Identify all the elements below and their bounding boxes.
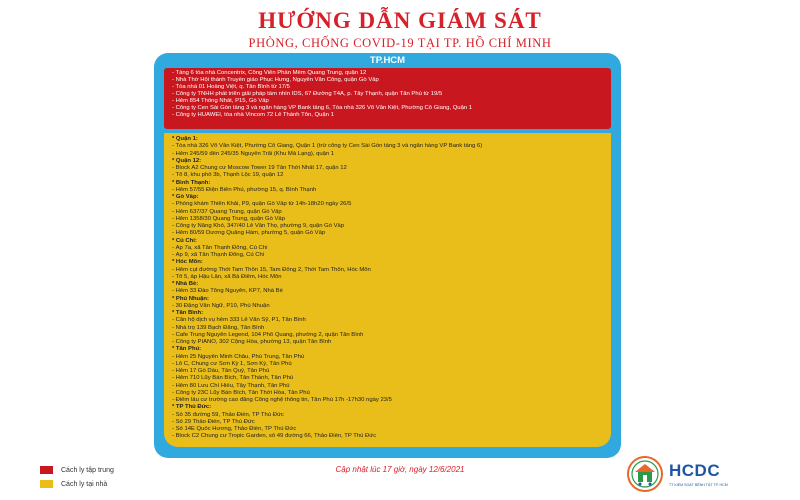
location-item: - Hẻm 80 Lưu Chí Hiếu, Tây Thạnh, Tân Phú bbox=[172, 382, 290, 389]
legend-swatch-yellow bbox=[40, 480, 53, 488]
district-heading: * Hóc Môn: bbox=[172, 259, 203, 266]
location-item: - Công ty PIANO, 302 Cộng Hòa, phường 13, quận Tân Bình bbox=[172, 339, 332, 345]
location-item: - Công ty HUAWEI, tòa nhà Vincom 72 Lê Thánh Tôn, Quận 1 bbox=[172, 112, 334, 119]
location-item: - Cafe Trung Nguyên Legend, 104 Phổ Quang, phường 2, quận Tân Bình bbox=[172, 331, 364, 338]
location-item: - Số 29 Thảo Điền, TP Thủ Đức bbox=[172, 418, 255, 425]
district-heading: * Tân Bình: bbox=[172, 310, 204, 316]
location-item: - Hẻm 710 Lũy Bán Bích, Tân Thành, Tân Phú bbox=[172, 375, 294, 382]
location-item: - Hẻm 637/37 Quang Trung, quận Gò Vấp bbox=[172, 208, 282, 215]
logo-name: HCDC bbox=[669, 461, 721, 480]
location-item: - Điểm lấu cư trường cao đẳng Công nghệ thông tin, Tân Phú 17h -17h30 ngày 23/5 bbox=[172, 397, 392, 403]
location-panel bbox=[154, 53, 621, 458]
panel-title: TP.HCM bbox=[369, 55, 406, 66]
location-item: - Block A2 Chung cư Moscow Tower 19 Tân Thới Nhất 17, quận 12 bbox=[172, 165, 347, 171]
location-item: - Tổ 5, ấp Hậu Lân, xã Bà Điểm, Hóc Môn bbox=[172, 273, 282, 280]
district-heading: * Củ Chi: bbox=[172, 237, 197, 244]
location-item: - Ấp 7a, xã Tân Thạnh Đông, Củ Chi bbox=[172, 244, 268, 251]
location-item: - Số 14E Quốc Hương, Thảo Điền, TP Thủ Đức bbox=[172, 426, 297, 432]
location-item: - Hẻm 17 Gò Dầu, Tân Quý, Tân Phú bbox=[172, 368, 270, 374]
location-item: - Công ty Cen Sài Gòn tầng 3 và ngân hàng VP Bank tầng 6, Tòa nhà 326 Võ Văn Kiệt, Phường Cô Giang, Quận 1 bbox=[172, 105, 473, 112]
hcdc-emblem-icon bbox=[627, 456, 663, 492]
location-item: - Hẻm 854 Thống Nhất, P15, Gò Vấp bbox=[172, 98, 269, 105]
district-heading: * Quận 12: bbox=[172, 157, 202, 164]
legend-label: Cách ly tập trung bbox=[61, 466, 114, 474]
hcdc-logo bbox=[627, 456, 757, 494]
legend-label: Cách ly tại nhà bbox=[61, 480, 108, 488]
district-heading: * Nhà Bè: bbox=[172, 281, 199, 287]
district-heading: * Phú Nhuận: bbox=[172, 295, 209, 302]
location-item: - Hẻm 1358/30 Quang Trung, quận Gò Vấp bbox=[172, 215, 285, 222]
district-heading: * Quận 1: bbox=[172, 136, 198, 142]
location-item: - Nhà Thờ Hội thánh Truyền giáo Phục Hưng, Nguyễn Văn Công, quận Gò Vấp bbox=[172, 77, 379, 84]
location-item: - Hẻm 245/59 đến 245/35 Nguyễn Trãi (Khu Mả Lạng), quận 1 bbox=[172, 150, 335, 157]
updated-timestamp: Cập nhật lúc 17 giờ, ngày 12/6/2021 bbox=[335, 465, 465, 474]
district-heading: * Gò Vấp: bbox=[172, 194, 199, 200]
location-item: - Hẻm 80/59 Dương Quảng Hàm, phường 5, quận Gò Vấp bbox=[172, 230, 326, 237]
location-item: - Hẻm 25 Nguyễn Minh Châu, Phú Trung, Tân Phú bbox=[172, 353, 305, 360]
location-item: - Ấp 9, xã Tân Thạnh Đông, Củ Chi bbox=[172, 252, 265, 258]
location-item: - Công ty TNHH phát triển giải pháp tầm nhìn IDS, 67 Đường T4A, p. Tây Thạnh, quận Tân Phú từ 19/5 bbox=[172, 91, 443, 98]
legend-item-home bbox=[40, 480, 107, 488]
location-item: - Tổ 8, khu phố 3b, Thạnh Lộc 19, quận 12 bbox=[172, 172, 284, 179]
location-item: - 30 Đặng Văn Ngữ, P10, Phú Nhuận bbox=[172, 302, 270, 309]
page-subtitle: PHÒNG, CHỐNG COVID-19 TẠI TP. HỒ CHÍ MINH bbox=[248, 36, 552, 50]
location-item: - Căn hộ dịch vụ hẻm 333 Lê Văn Sỹ, P1, Tân Bình bbox=[172, 317, 306, 324]
logo-subtitle: TT KIỂM SOÁT BỆNH TẬT TP. HCM bbox=[669, 483, 728, 487]
location-item: - Số 35 đường 59, Thảo Điền, TP Thủ Đức bbox=[172, 411, 284, 418]
location-item: - Lô C, Chung cư Sơn Kỳ 1, Sơn Kỳ, Tân Phú bbox=[172, 360, 292, 367]
location-item: - Hẻm 57/55 Điện Biên Phủ, phường 15, q. Bình Thạnh bbox=[172, 186, 317, 193]
page-title: HƯỚNG DẪN GIÁM SÁT bbox=[258, 8, 542, 33]
concentrated-isolation-list bbox=[164, 68, 611, 129]
location-item: - Công ty Năng Khỏ, 347/40 Lê Văn Thọ, phường 9, quận Gò Vấp bbox=[172, 223, 345, 229]
home-isolation-list bbox=[164, 133, 611, 447]
location-item: - Tòa nhà 326 Võ Văn Kiệt, Phường Cô Giang, Quận 1 (trừ công ty Cen Sài Gòn tầng 3 và ngân hàng VP Bank tầng 6) bbox=[172, 143, 483, 150]
location-item: - Nhà trọ 139 Bạch Đằng, Tân Bình bbox=[172, 324, 265, 331]
location-item: - Tòa nhà 01 Hoàng Việt, q. Tân Bình từ 17/5 bbox=[172, 84, 290, 91]
location-item: - Block C2 Chung cư Tropic Garden, số 49 đường 66, Thảo Điền, TP Thủ Đức bbox=[172, 433, 377, 440]
location-item: - Hẻm 33 Đào Tông Nguyên, KP7, Nhà Bè bbox=[172, 288, 283, 295]
district-heading: * Tân Phú: bbox=[172, 346, 202, 353]
location-item: - Hẻm cụt đường Thới Tam Thôn 15, Tam Đông 2, Thới Tam Thôn, Hóc Môn bbox=[172, 266, 371, 273]
location-item: - Tầng 6 tòa nhà Concentrix, Công Viên Phần Mềm Quang Trung, quận 12 bbox=[172, 70, 367, 76]
location-item: - Phòng khám Thiên Khải, P9, quận Gò Vấp từ 14h-18h20 ngày 26/5 bbox=[172, 201, 352, 208]
district-heading: * Bình Thạnh: bbox=[172, 179, 211, 186]
district-heading: * TP Thủ Đức: bbox=[172, 404, 212, 411]
location-item: - Công ty 23C Lũy Bán Bích, Tân Thới Hòa, Tân Phú bbox=[172, 389, 310, 396]
